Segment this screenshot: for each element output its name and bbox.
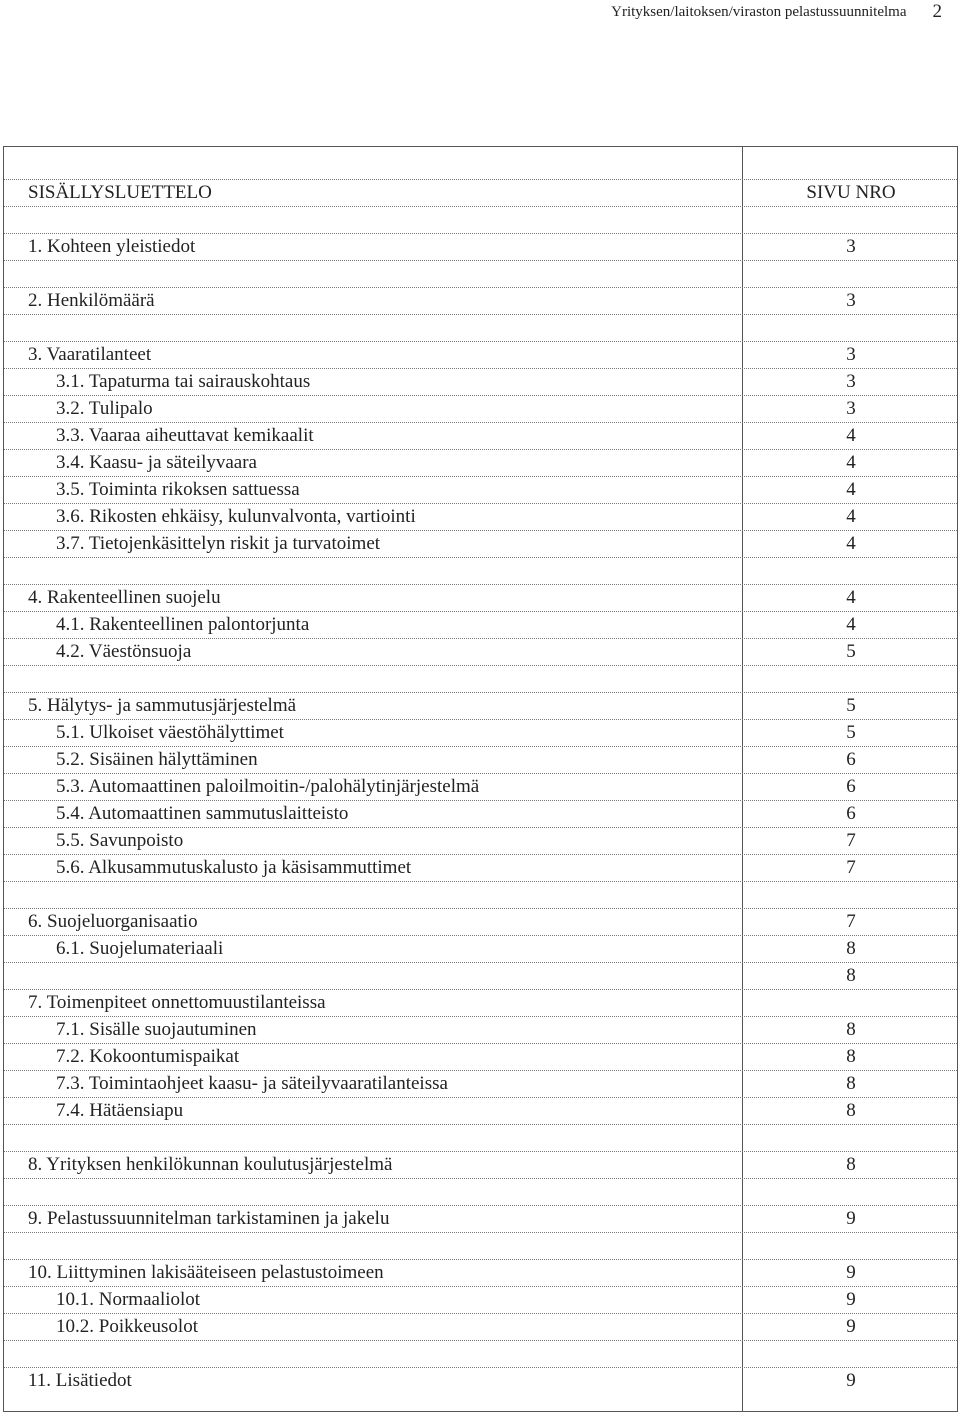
toc-entry-label: 6. Suojeluorganisaatio bbox=[28, 911, 198, 932]
toc-entry-label: 4. Rakenteellinen suojelu bbox=[28, 587, 221, 608]
toc-entry-label: 6.1. Suojelumateriaali bbox=[56, 938, 224, 959]
toc-entry-label: 8. Yrityksen henkilökunnan koulutusjärjestelmä bbox=[28, 1154, 393, 1175]
toc-entry-page: SIVU NRO bbox=[806, 182, 896, 203]
toc-entry-page: 4 bbox=[846, 506, 856, 527]
toc-row bbox=[4, 962, 957, 990]
toc-entry-page: 5 bbox=[846, 722, 856, 743]
toc-row bbox=[4, 1205, 957, 1233]
toc-entry-page: 6 bbox=[846, 803, 856, 824]
toc-entry-page: 3 bbox=[846, 290, 856, 311]
toc-entry-label: 3.4. Kaasu- ja säteilyvaara bbox=[56, 452, 257, 473]
toc-entry-page: 3 bbox=[846, 236, 856, 257]
toc-row bbox=[4, 233, 957, 261]
toc-entry-page: 8 bbox=[846, 938, 856, 959]
table-of-contents bbox=[3, 146, 958, 1412]
toc-row bbox=[4, 827, 957, 855]
toc-entry-label: 9. Pelastussuunnitelman tarkistaminen ja jakelu bbox=[28, 1208, 390, 1229]
toc-entry-label: 3.3. Vaaraa aiheuttavat kemikaalit bbox=[56, 425, 314, 446]
toc-spacer-row bbox=[4, 206, 957, 234]
toc-entry-page: 5 bbox=[846, 641, 856, 662]
toc-entry-label: 5. Hälytys- ja sammutusjärjestelmä bbox=[28, 695, 297, 716]
toc-entry-page: 4 bbox=[846, 533, 856, 554]
toc-spacer-row bbox=[4, 665, 957, 693]
toc-row bbox=[4, 1043, 957, 1071]
toc-entry-page: 4 bbox=[846, 452, 856, 473]
toc-entry-label: 5.4. Automaattinen sammutuslaitteisto bbox=[56, 803, 349, 824]
toc-entry-label: 1. Kohteen yleistiedot bbox=[28, 236, 196, 257]
toc-entry-label: 3.1. Tapaturma tai sairauskohtaus bbox=[56, 371, 311, 392]
toc-entry-label: 7.4. Hätäensiapu bbox=[56, 1100, 184, 1121]
toc-entry-label: 10. Liittyminen lakisääteiseen pelastustoimeen bbox=[28, 1262, 384, 1283]
toc-row bbox=[4, 1367, 957, 1394]
toc-entry-page: 7 bbox=[846, 830, 856, 851]
toc-entry-label: 3.6. Rikosten ehkäisy, kulunvalvonta, vartiointi bbox=[56, 506, 416, 527]
toc-entry-label: 7.2. Kokoontumispaikat bbox=[56, 1046, 240, 1067]
toc-row bbox=[4, 746, 957, 774]
toc-entry-label: 11. Lisätiedot bbox=[28, 1370, 132, 1391]
toc-entry-label: SISÄLLYSLUETTELO bbox=[28, 182, 212, 203]
toc-entry-label: 3. Vaaratilanteet bbox=[28, 344, 152, 365]
toc-entry-label: 2. Henkilömäärä bbox=[28, 290, 155, 311]
toc-entry-label: 3.7. Tietojenkäsittelyn riskit ja turvatoimet bbox=[56, 533, 381, 554]
toc-row bbox=[4, 800, 957, 828]
toc-spacer-row bbox=[4, 1232, 957, 1260]
toc-entry-page: 5 bbox=[846, 695, 856, 716]
toc-entry-page: 6 bbox=[846, 776, 856, 797]
toc-entry-page: 4 bbox=[846, 614, 856, 635]
toc-entry-label: 7.3. Toimintaohjeet kaasu- ja säteilyvaaratilanteissa bbox=[56, 1073, 448, 1094]
toc-row bbox=[4, 368, 957, 396]
toc-entry-label: 10.2. Poikkeusolot bbox=[56, 1316, 198, 1337]
toc-row bbox=[4, 773, 957, 801]
toc-row bbox=[4, 449, 957, 477]
toc-row bbox=[4, 908, 957, 936]
toc-spacer-row bbox=[4, 260, 957, 288]
document-title: Yrityksen/laitoksen/viraston pelastussuunnitelma bbox=[611, 3, 907, 20]
toc-entry-page: 3 bbox=[846, 371, 856, 392]
toc-entry-page: 4 bbox=[846, 587, 856, 608]
toc-entry-page: 8 bbox=[846, 1100, 856, 1121]
toc-entry-label: 4.1. Rakenteellinen palontorjunta bbox=[56, 614, 310, 635]
toc-row bbox=[4, 584, 957, 612]
toc-row bbox=[4, 422, 957, 450]
toc-row bbox=[4, 692, 957, 720]
toc-entry-label: 10.1. Normaaliolot bbox=[56, 1289, 201, 1310]
toc-row bbox=[4, 341, 957, 369]
toc-row bbox=[4, 1097, 957, 1125]
toc-entry-label: 5.6. Alkusammutuskalusto ja käsisammuttimet bbox=[56, 857, 412, 878]
toc-spacer-row bbox=[4, 1124, 957, 1152]
toc-entry-page: 9 bbox=[846, 1370, 856, 1391]
toc-row bbox=[4, 611, 957, 639]
toc-entry-page: 8 bbox=[846, 1154, 856, 1175]
toc-row bbox=[4, 287, 957, 315]
toc-entry-label: 7. Toimenpiteet onnettomuustilanteissa bbox=[28, 992, 326, 1013]
toc-entry-page: 8 bbox=[846, 1019, 856, 1040]
toc-entry-label: 3.5. Toiminta rikoksen sattuessa bbox=[56, 479, 300, 500]
toc-spacer-row bbox=[4, 152, 957, 180]
toc-row bbox=[4, 476, 957, 504]
toc-entry-page: 9 bbox=[846, 1316, 856, 1337]
toc-entry-page: 9 bbox=[846, 1208, 856, 1229]
toc-row bbox=[4, 395, 957, 423]
toc-spacer-row bbox=[4, 881, 957, 909]
toc-entry-page: 7 bbox=[846, 911, 856, 932]
toc-row bbox=[4, 1286, 957, 1314]
toc-row bbox=[4, 989, 957, 1017]
toc-entry-page: 8 bbox=[846, 965, 856, 986]
toc-entry-label: 5.1. Ulkoiset väestöhälyttimet bbox=[56, 722, 284, 743]
toc-row bbox=[4, 719, 957, 747]
toc-row bbox=[4, 1016, 957, 1044]
toc-entry-page: 6 bbox=[846, 749, 856, 770]
toc-entry-page: 7 bbox=[846, 857, 856, 878]
toc-spacer-row bbox=[4, 314, 957, 342]
toc-entry-label: 4.2. Väestönsuoja bbox=[56, 641, 192, 662]
page-header bbox=[611, 0, 942, 24]
toc-row bbox=[4, 1313, 957, 1341]
toc-row bbox=[4, 854, 957, 882]
toc-row bbox=[4, 179, 957, 207]
toc-entry-label: 5.2. Sisäinen hälyttäminen bbox=[56, 749, 258, 770]
toc-entry-page: 8 bbox=[846, 1073, 856, 1094]
toc-entry-label: 7.1. Sisälle suojautuminen bbox=[56, 1019, 257, 1040]
toc-spacer-row bbox=[4, 557, 957, 585]
toc-entry-page: 3 bbox=[846, 398, 856, 419]
toc-row bbox=[4, 530, 957, 558]
toc-row bbox=[4, 935, 957, 963]
toc-entry-label: 3.2. Tulipalo bbox=[56, 398, 153, 419]
toc-entry-label: 5.5. Savunpoisto bbox=[56, 830, 184, 851]
toc-entry-page: 4 bbox=[846, 425, 856, 446]
toc-entry-page: 3 bbox=[846, 344, 856, 365]
page-number: 2 bbox=[932, 1, 942, 22]
toc-row bbox=[4, 638, 957, 666]
toc-row bbox=[4, 1151, 957, 1179]
toc-entry-label: 5.3. Automaattinen paloilmoitin-/palohälytinjärjestelmä bbox=[56, 776, 480, 797]
toc-spacer-row bbox=[4, 1178, 957, 1206]
toc-entry-page: 9 bbox=[846, 1289, 856, 1310]
toc-row bbox=[4, 1070, 957, 1098]
toc-spacer-row bbox=[4, 1340, 957, 1368]
toc-entry-page: 4 bbox=[846, 479, 856, 500]
toc-row bbox=[4, 503, 957, 531]
toc-entry-page: 9 bbox=[846, 1262, 856, 1283]
toc-row bbox=[4, 1259, 957, 1287]
toc-entry-page: 8 bbox=[846, 1046, 856, 1067]
